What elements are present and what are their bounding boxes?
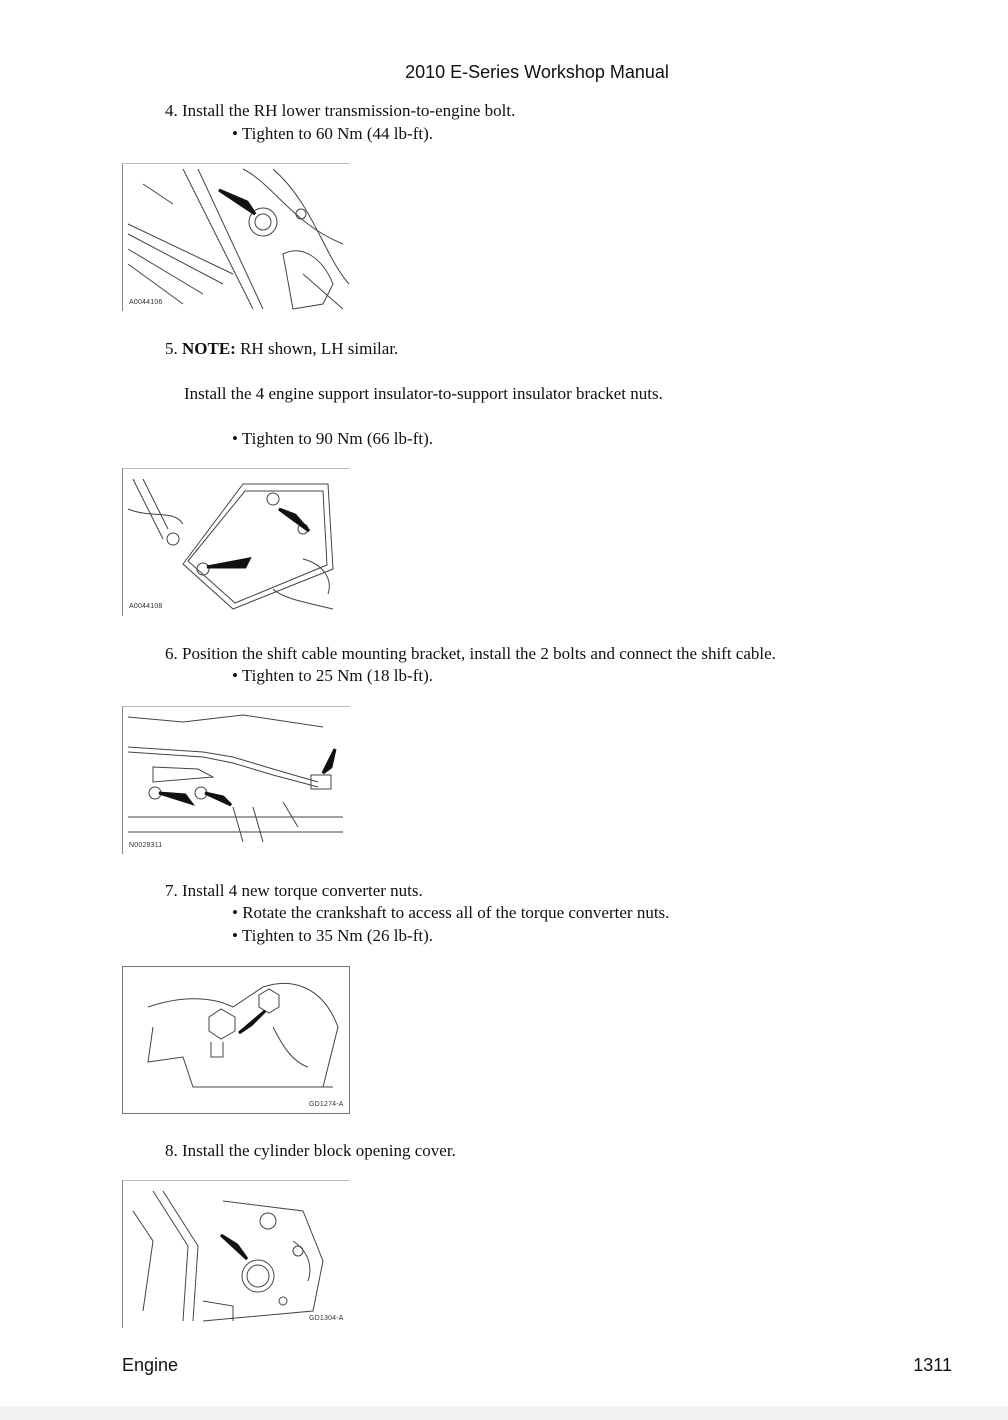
page-bottom-edge	[0, 1406, 1008, 1420]
figure-step-8-illustration	[123, 1181, 350, 1328]
figure-step-7	[122, 966, 350, 1114]
figure-step-4-illustration	[123, 164, 350, 311]
step-5-number: 5.	[165, 339, 178, 358]
figure-step-8-id: GD1304-A	[309, 1315, 344, 1322]
figure-step-8	[122, 1180, 350, 1328]
step-4-text: 4. Install the RH lower transmission-to-engine bolt.	[165, 101, 516, 120]
step-4-bullet-torque: • Tighten to 60 Nm (44 lb-ft).	[232, 124, 433, 143]
step-7-bullet-rotate: • Rotate the crankshaft to access all of the torque converter nuts.	[232, 903, 670, 922]
figure-step-4	[122, 163, 350, 311]
page-header-title: 2010 E-Series Workshop Manual	[405, 62, 669, 82]
step-6-bullet-torque: • Tighten to 25 Nm (18 lb-ft).	[232, 666, 433, 685]
step-7-bullet-torque: • Tighten to 35 Nm (26 lb-ft).	[232, 926, 433, 945]
figure-step-7-id: GD1274-A	[309, 1101, 344, 1108]
step-7-text: 7. Install 4 new torque converter nuts.	[165, 881, 423, 900]
figure-step-5	[122, 468, 350, 616]
figure-step-5-id: A0044108	[129, 603, 163, 610]
figure-step-6	[122, 706, 350, 854]
figure-step-6-id: N0029311	[129, 842, 163, 849]
figure-step-4-id: A0044106	[129, 299, 163, 306]
footer-page-number: 1311	[913, 1355, 952, 1375]
footer-section: Engine	[122, 1355, 179, 1375]
step-5-instruction: Install the 4 engine support insulator-to-support insulator bracket nuts.	[184, 384, 663, 403]
figure-step-6-illustration	[123, 707, 350, 854]
step-5-note-text: RH shown, LH similar.	[240, 339, 399, 358]
figure-step-5-illustration	[123, 469, 350, 616]
step-8-text: 8. Install the cylinder block opening cover.	[165, 1141, 456, 1160]
step-5-note	[165, 338, 398, 360]
step-6-text: 6. Position the shift cable mounting bracket, install the 2 bolts and connect the shift cable.	[165, 644, 776, 663]
step-5-bullet-torque: • Tighten to 90 Nm (66 lb-ft).	[232, 429, 433, 448]
note-label: NOTE:	[182, 339, 236, 358]
figure-step-7-illustration	[123, 967, 350, 1114]
